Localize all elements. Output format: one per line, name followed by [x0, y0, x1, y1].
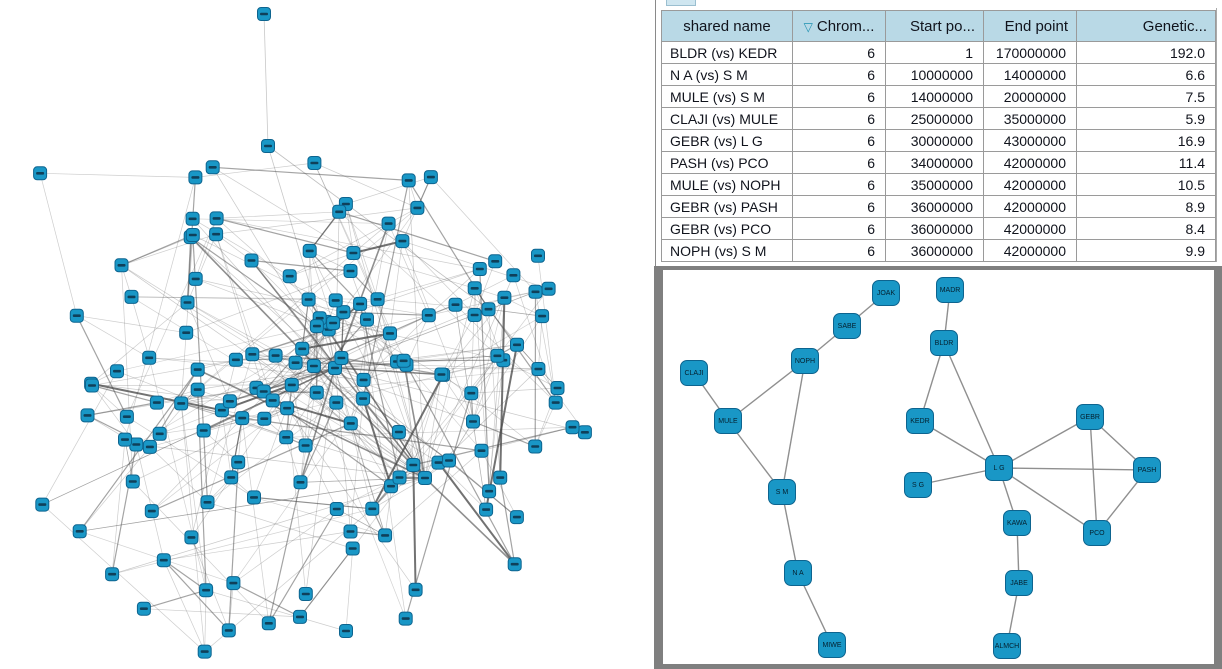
node-label: [234, 461, 242, 464]
node-label: [360, 379, 368, 382]
table-cell: N A (vs) S M: [662, 64, 793, 86]
node-label: [282, 436, 290, 439]
edge-attribute-table: [661, 10, 1216, 262]
node-label: [153, 401, 161, 404]
table-cell: 6: [793, 64, 886, 86]
table-cell: 20000000: [984, 86, 1077, 108]
table-right-border: [1216, 8, 1217, 262]
node-label: [534, 255, 542, 258]
table-cell: 10000000: [886, 64, 984, 86]
table-cell: GEBR (vs) PASH: [662, 196, 793, 218]
node-label: [305, 298, 313, 301]
node-label: [409, 464, 417, 467]
network-edge: [136, 445, 164, 561]
node-label: [128, 296, 136, 299]
node-label: [467, 392, 475, 395]
network-node[interactable]: BLDR: [930, 330, 958, 356]
node-label: [140, 607, 148, 610]
network-edge: [42, 371, 117, 504]
node-label: [200, 429, 208, 432]
network-node[interactable]: CLAJI: [680, 360, 708, 386]
network-edge[interactable]: [1090, 417, 1097, 533]
network-edge: [264, 14, 268, 146]
node-label: [296, 616, 304, 619]
network-edge: [489, 309, 501, 477]
network-edge: [80, 447, 150, 531]
node-label: [306, 250, 314, 253]
column-header-end-point[interactable]: [984, 11, 1077, 42]
node-label: [113, 370, 121, 373]
table-cell: 5.9: [1077, 108, 1216, 130]
network-edge: [314, 163, 417, 208]
node-label: [381, 534, 389, 537]
table-cell: MULE (vs) NOPH: [662, 174, 793, 196]
table-cell: GEBR (vs) L G: [662, 130, 793, 152]
node-label: [385, 222, 393, 225]
network-edge[interactable]: [999, 468, 1147, 470]
network-edge: [40, 173, 77, 315]
node-label: [148, 510, 156, 513]
table-cell: 36000000: [886, 240, 984, 262]
node-label: [482, 508, 490, 511]
node-label: [396, 476, 404, 479]
network-node[interactable]: JOAK: [872, 280, 900, 306]
node-label: [349, 252, 357, 255]
network-edge: [132, 297, 426, 478]
column-header-chromosome[interactable]: [793, 11, 886, 42]
node-label: [402, 617, 410, 620]
node-label: [469, 420, 477, 423]
node-label: [129, 480, 137, 483]
table-cell: 14000000: [886, 86, 984, 108]
node-label: [331, 367, 339, 370]
table-cell: BLDR (vs) KEDR: [662, 42, 793, 64]
node-label: [272, 354, 280, 357]
node-label: [201, 650, 209, 653]
node-label: [347, 422, 355, 425]
table-cell: 7.5: [1077, 86, 1216, 108]
table-row[interactable]: [662, 86, 1216, 108]
table-cell: 35000000: [984, 108, 1077, 130]
node-label: [471, 314, 479, 317]
node-label: [123, 415, 131, 418]
network-node[interactable]: PCO: [1083, 520, 1111, 546]
table-cell: 6: [793, 42, 886, 64]
node-label: [534, 368, 542, 371]
table-cell: 42000000: [984, 196, 1077, 218]
node-label: [511, 563, 519, 566]
table-cell: 1: [886, 42, 984, 64]
node-label: [194, 368, 202, 371]
network-edge: [205, 590, 206, 651]
node-label: [569, 426, 577, 429]
node-label: [471, 287, 479, 290]
node-label: [182, 331, 190, 334]
node-label: [260, 417, 268, 420]
network-edge: [346, 177, 431, 204]
node-label: [329, 322, 337, 325]
table-cell: 8.9: [1077, 196, 1216, 218]
table-cell: 6: [793, 218, 886, 240]
network-edge: [217, 218, 354, 253]
node-label: [286, 275, 294, 278]
network-edge: [136, 445, 425, 479]
network-edge: [471, 288, 474, 393]
node-label: [177, 402, 185, 405]
node-label: [212, 233, 220, 236]
table-row[interactable]: [662, 174, 1216, 196]
network-edge: [40, 173, 195, 177]
network-edge: [112, 440, 125, 575]
node-label: [260, 13, 268, 16]
node-label: [347, 270, 355, 273]
network-edge: [229, 462, 238, 630]
node-label: [218, 409, 226, 412]
node-label: [347, 530, 355, 533]
node-label: [88, 384, 96, 387]
node-label: [532, 291, 540, 294]
node-label: [191, 176, 199, 179]
node-label: [192, 278, 200, 281]
table-cell: CLAJI (vs) MULE: [662, 108, 793, 130]
node-label: [342, 630, 350, 633]
table-cell: 36000000: [886, 196, 984, 218]
table-cell: 6: [793, 130, 886, 152]
node-label: [359, 397, 367, 400]
table-cell: 11.4: [1077, 152, 1216, 174]
node-label: [581, 431, 589, 434]
node-label: [189, 234, 197, 237]
table-cell: 6: [793, 86, 886, 108]
panel-splitter[interactable]: [655, 0, 656, 266]
node-label: [288, 384, 296, 387]
node-label: [485, 308, 493, 311]
node-label: [405, 179, 413, 182]
edge-table-panel: [655, 0, 1222, 266]
node-label: [160, 559, 168, 562]
node-label: [531, 445, 539, 448]
node-label: [73, 314, 81, 317]
network-edge: [489, 309, 543, 316]
node-label: [132, 443, 140, 446]
table-row[interactable]: [662, 240, 1216, 262]
node-label: [298, 348, 306, 351]
node-label: [332, 299, 340, 302]
node-label: [332, 401, 340, 404]
node-label: [413, 207, 421, 210]
table-row[interactable]: [662, 196, 1216, 218]
table-cell: 42000000: [984, 218, 1077, 240]
node-label: [156, 433, 164, 436]
table-cell: 35000000: [886, 174, 984, 196]
table-cell: 6: [793, 196, 886, 218]
node-label: [238, 417, 246, 420]
network-node[interactable]: SABE: [833, 313, 861, 339]
network-edge: [441, 315, 474, 375]
node-label: [269, 399, 277, 402]
network-node[interactable]: KAWA: [1003, 510, 1031, 536]
network-node[interactable]: MADR: [936, 277, 964, 303]
node-label: [36, 172, 44, 175]
network-edge: [300, 549, 353, 617]
node-label: [500, 296, 508, 299]
network-edge: [346, 549, 353, 632]
detail-network-canvas[interactable]: [663, 270, 1214, 664]
table-cell: 192.0: [1077, 42, 1216, 64]
column-label: Chrom...: [816, 17, 875, 35]
network-node[interactable]: S M: [768, 479, 796, 505]
network-edge: [80, 531, 234, 583]
node-label: [337, 357, 345, 360]
table-cell: 25000000: [886, 108, 984, 130]
node-label: [226, 400, 234, 403]
node-label: [283, 407, 291, 410]
table-cell: 30000000: [886, 130, 984, 152]
network-edge: [193, 219, 290, 276]
network-node[interactable]: MIWE: [818, 632, 846, 658]
network-edge: [473, 422, 535, 447]
node-label: [302, 444, 310, 447]
node-label: [400, 360, 408, 363]
network-node[interactable]: JABE: [1005, 570, 1033, 596]
node-label: [213, 217, 221, 220]
node-label: [108, 573, 116, 576]
node-label: [387, 485, 395, 488]
network-node[interactable]: ALMCH: [993, 633, 1021, 659]
node-label: [310, 365, 318, 368]
node-label: [496, 476, 504, 479]
node-label: [204, 501, 212, 504]
node-label: [84, 414, 92, 417]
column-label: Genetic...: [1142, 17, 1207, 35]
node-label: [412, 589, 420, 592]
table-cell: 16.9: [1077, 130, 1216, 152]
node-label: [250, 496, 258, 499]
node-label: [248, 259, 256, 262]
network-edge: [402, 241, 474, 315]
network-edge: [233, 509, 336, 583]
table-cell: MULE (vs) S M: [662, 86, 793, 108]
column-header-genetic[interactable]: [1077, 11, 1216, 42]
node-label: [427, 176, 435, 179]
node-label: [333, 508, 341, 511]
column-label: End point: [1004, 17, 1068, 35]
table-row[interactable]: [662, 64, 1216, 86]
table-cell: 6.6: [1077, 64, 1216, 86]
network-node[interactable]: KEDR: [906, 408, 934, 434]
network-edge: [269, 482, 301, 623]
table-row[interactable]: [662, 108, 1216, 130]
node-label: [121, 438, 129, 441]
node-label: [368, 508, 376, 511]
node-label: [339, 311, 347, 314]
node-label: [248, 353, 256, 356]
node-label: [395, 431, 403, 434]
table-cell: GEBR (vs) PCO: [662, 218, 793, 240]
node-label: [476, 268, 484, 271]
network-edge: [122, 235, 193, 265]
node-label: [545, 288, 553, 291]
node-label: [421, 477, 429, 480]
node-label: [435, 461, 443, 464]
network-edge: [335, 368, 443, 375]
column-label: Start po...: [909, 17, 975, 35]
node-label: [146, 446, 154, 449]
network-node[interactable]: S G: [904, 472, 932, 498]
table-cell: 14000000: [984, 64, 1077, 86]
network-edge[interactable]: [944, 343, 999, 468]
table-cell: 42000000: [984, 174, 1077, 196]
network-edge: [77, 316, 186, 333]
network-node[interactable]: N A: [784, 560, 812, 586]
table-cell: 170000000: [984, 42, 1077, 64]
network-node[interactable]: L G: [985, 455, 1013, 481]
node-label: [313, 325, 321, 328]
node-label: [194, 388, 202, 391]
network-node[interactable]: PASH: [1133, 457, 1161, 483]
node-label: [225, 629, 233, 632]
filter-icon[interactable]: ▽: [803, 19, 813, 34]
network-edge: [425, 478, 515, 564]
node-label: [209, 166, 217, 169]
node-label: [229, 582, 237, 585]
node-label: [485, 490, 493, 493]
node-label: [227, 476, 235, 479]
node-label: [187, 536, 195, 539]
node-label: [513, 516, 521, 519]
node-label: [118, 264, 126, 267]
network-edge: [268, 146, 489, 309]
network-node[interactable]: MULE: [714, 408, 742, 434]
table-cell: 6: [793, 152, 886, 174]
node-label: [260, 390, 268, 393]
network-edge: [164, 560, 205, 651]
node-label: [478, 449, 486, 452]
node-label: [297, 481, 305, 484]
network-edge: [112, 509, 372, 574]
node-label: [509, 274, 517, 277]
network-node[interactable]: GEBR: [1076, 404, 1104, 430]
node-label: [302, 593, 310, 596]
node-label: [452, 303, 460, 306]
node-label: [184, 301, 192, 304]
node-label: [491, 260, 499, 263]
table-cell: 34000000: [886, 152, 984, 174]
node-label: [425, 314, 433, 317]
node-label: [538, 315, 546, 318]
node-label: [335, 211, 343, 214]
node-label: [189, 218, 197, 221]
node-label: [145, 357, 153, 360]
table-cell: 36000000: [886, 218, 984, 240]
node-label: [374, 298, 382, 301]
node-label: [493, 355, 501, 358]
table-row[interactable]: [662, 152, 1216, 174]
table-cell: NOPH (vs) S M: [662, 240, 793, 262]
node-label: [292, 361, 300, 364]
node-label: [554, 387, 562, 390]
table-header-row: [662, 11, 1216, 42]
table-cell: 10.5: [1077, 174, 1216, 196]
node-label: [552, 401, 560, 404]
node-label: [313, 391, 321, 394]
scrollbar-fragment[interactable]: [666, 0, 696, 6]
node-label: [264, 145, 272, 148]
network-edge[interactable]: [782, 361, 805, 492]
node-label: [445, 459, 453, 462]
table-cell: 6: [793, 108, 886, 130]
network-edge: [144, 590, 206, 609]
detail-network-panel: [654, 266, 1222, 669]
node-label: [76, 530, 84, 533]
column-header-shared-name[interactable]: [662, 11, 793, 42]
network-edge: [252, 261, 351, 272]
network-edge: [112, 445, 136, 575]
table-cell: 6: [793, 240, 886, 262]
network-edge: [181, 403, 205, 651]
table-cell: 42000000: [984, 240, 1077, 262]
table-cell: PASH (vs) PCO: [662, 152, 793, 174]
network-edge: [390, 241, 402, 333]
node-label: [386, 332, 394, 335]
node-label: [437, 373, 445, 376]
node-label: [310, 162, 318, 165]
table-cell: 42000000: [984, 152, 1077, 174]
network-edge: [217, 212, 340, 219]
network-node[interactable]: NOPH: [791, 348, 819, 374]
network-edge: [306, 446, 337, 510]
node-label: [38, 503, 46, 506]
node-label: [202, 589, 210, 592]
table-cell: 9.9: [1077, 240, 1216, 262]
column-header-start-point[interactable]: [886, 11, 984, 42]
table-row[interactable]: [662, 130, 1216, 152]
table-cell: 43000000: [984, 130, 1077, 152]
node-label: [513, 344, 521, 347]
node-label: [398, 240, 406, 243]
column-label: shared name: [683, 17, 771, 35]
node-label: [363, 318, 371, 321]
node-label: [232, 359, 240, 362]
table-cell: 8.4: [1077, 218, 1216, 240]
table-row[interactable]: [662, 42, 1216, 64]
network-edge: [309, 251, 310, 300]
node-label: [349, 547, 357, 550]
network-edge: [351, 423, 391, 486]
node-label: [265, 622, 273, 625]
table-row[interactable]: [662, 218, 1216, 240]
node-label: [356, 303, 364, 306]
table-cell: 6: [793, 174, 886, 196]
